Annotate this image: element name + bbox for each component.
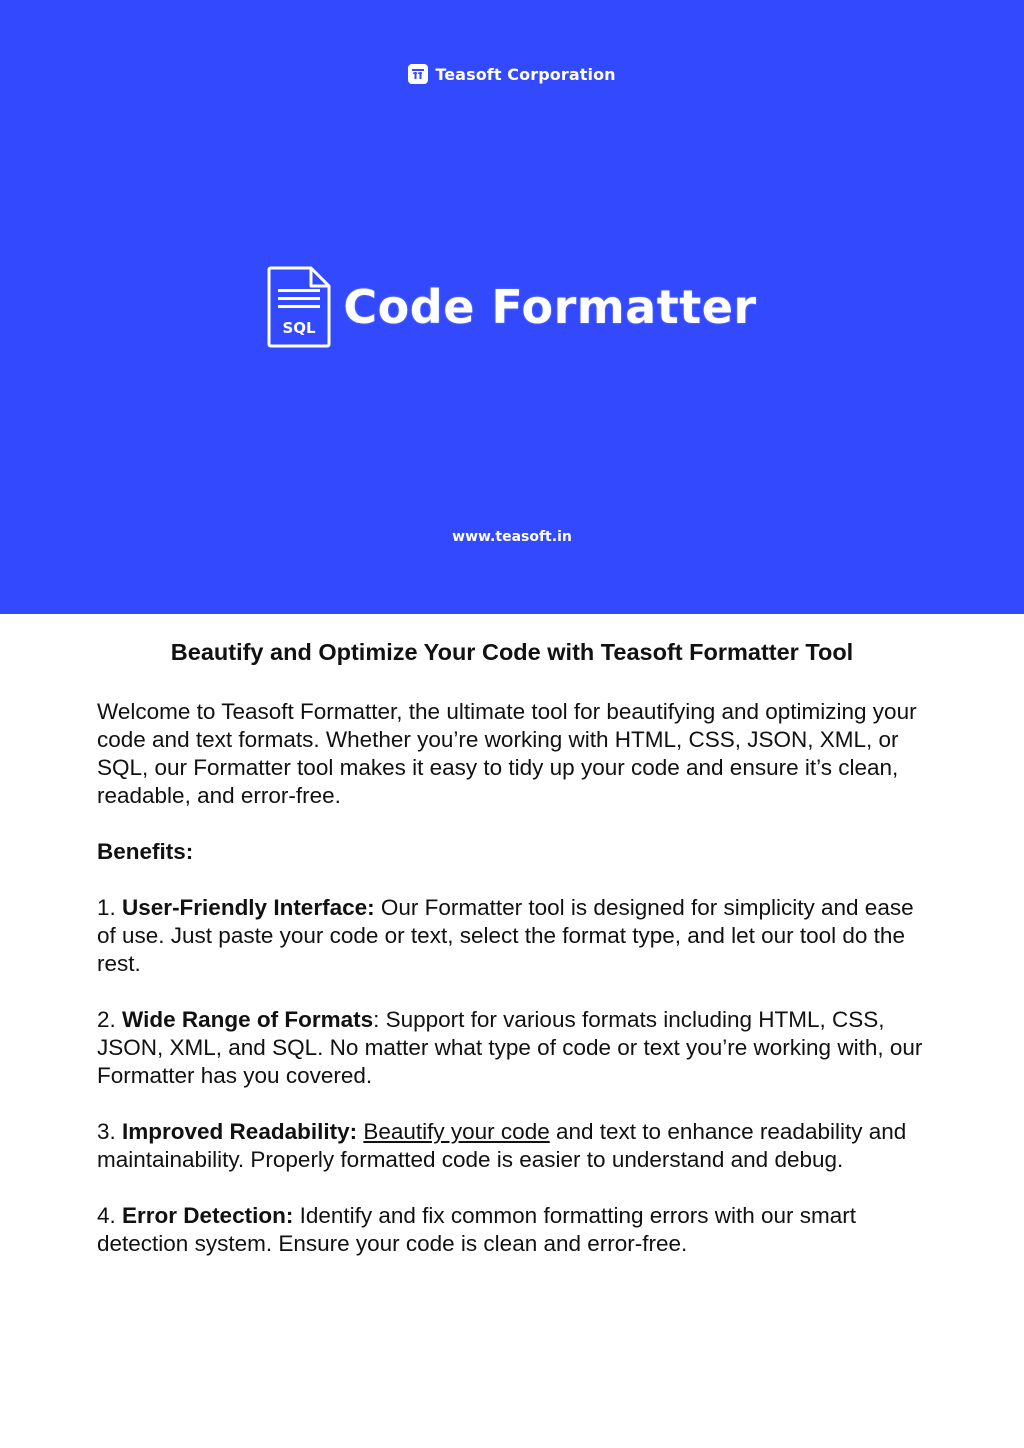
benefit-title: User-Friendly Interface: bbox=[122, 895, 375, 920]
page-title: Beautify and Optimize Your Code with Teasoft Formatter Tool bbox=[170, 639, 854, 665]
beautify-code-link[interactable]: Beautify your code bbox=[363, 1119, 550, 1144]
benefits-label: Benefits: bbox=[97, 839, 194, 864]
sql-file-icon-label: SQL bbox=[282, 319, 316, 337]
product-name: Code Formatter bbox=[343, 280, 757, 334]
document-body bbox=[0, 614, 1024, 1258]
benefit-text: Identify and fix common formatting errors with our smart detection system. Ensure your code is clean and error-free. bbox=[97, 1203, 857, 1256]
brand bbox=[0, 64, 1024, 84]
intro-paragraph: Welcome to Teasoft Formatter, the ultimate tool for beautifying and optimizing your code and text formats. Whether you’re working with HTML, CSS, JSON, XML, or SQL, our Formatter tool makes it easy to tidy up your code and ensure it’s clean, readable, and error-free. bbox=[97, 699, 917, 808]
benefit-text: : Support for various formats including HTML, CSS, JSON, XML, and SQL. No matter what type of code or text you’re working with, our Formatter has you covered. bbox=[97, 1007, 923, 1088]
benefit-number: 1. bbox=[97, 895, 116, 920]
benefit-item bbox=[97, 894, 927, 978]
benefit-number: 3. bbox=[97, 1119, 116, 1144]
teasoft-logo-icon bbox=[408, 64, 428, 84]
benefit-number: 2. bbox=[97, 1007, 116, 1032]
benefit-title: Improved Readability: bbox=[122, 1119, 358, 1144]
benefit-item bbox=[97, 1006, 927, 1090]
benefit-number: 4. bbox=[97, 1203, 116, 1228]
product-title bbox=[0, 266, 1024, 348]
benefit-text: and text to enhance readability and maintainability. Properly formatted code is easier to understand and debug. bbox=[97, 1119, 907, 1172]
brand-name: Teasoft Corporation bbox=[435, 64, 616, 84]
benefit-title: Error Detection: bbox=[122, 1203, 294, 1228]
hero-banner bbox=[0, 0, 1024, 614]
benefit-text: Our Formatter tool is designed for simplicity and ease of use. Just paste your code or text, select the format type, and let our tool do the rest. bbox=[97, 895, 914, 976]
website-url[interactable]: www.teasoft.in bbox=[452, 529, 572, 545]
benefit-item bbox=[97, 1118, 927, 1174]
benefit-item bbox=[97, 1202, 927, 1258]
benefit-title: Wide Range of Formats bbox=[122, 1007, 374, 1032]
sql-file-icon bbox=[267, 266, 331, 348]
